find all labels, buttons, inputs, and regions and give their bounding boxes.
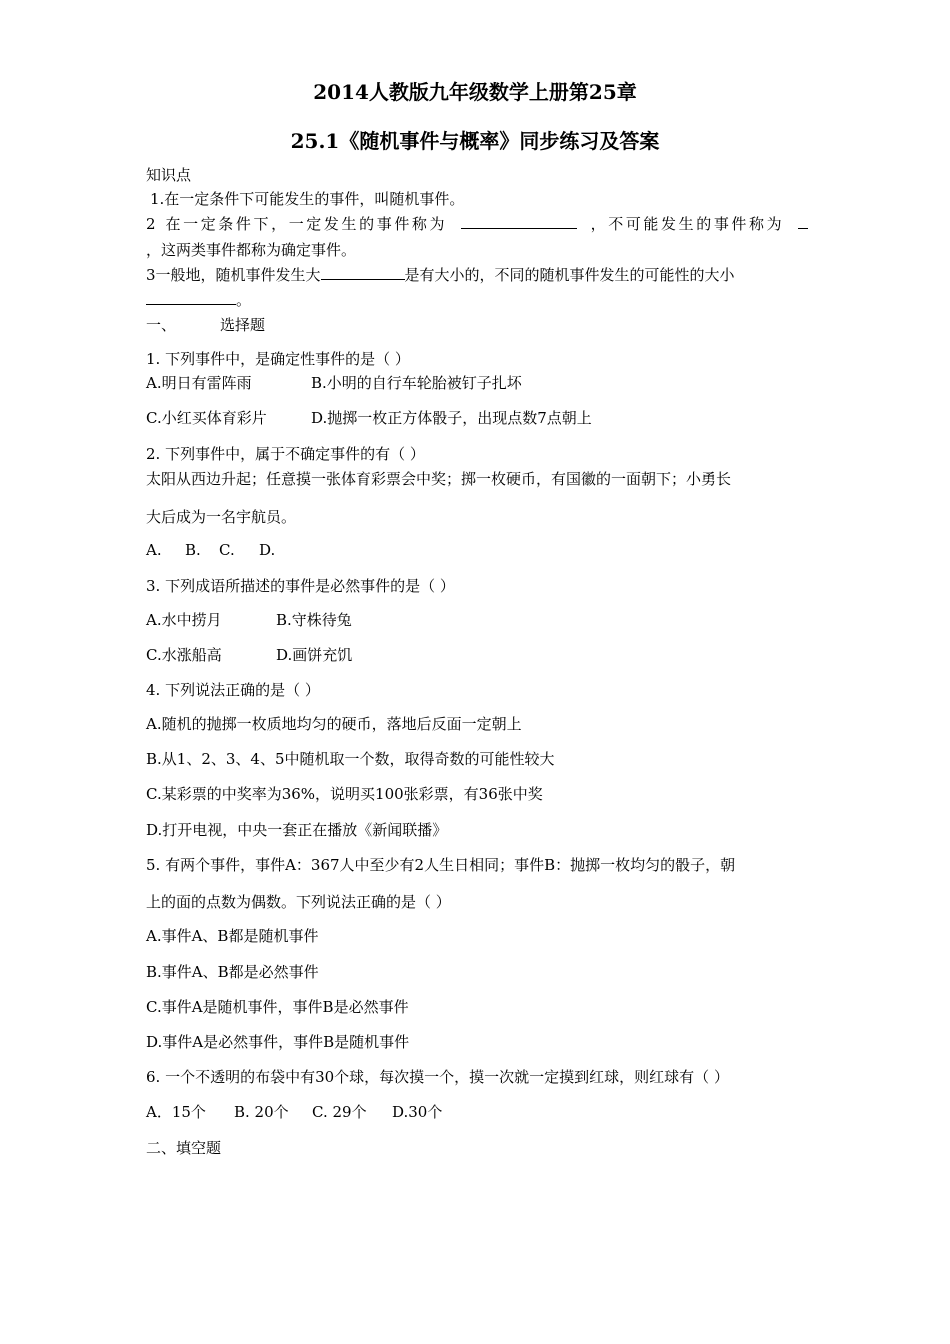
q6-stem: 6. 一个不透明的布袋中有30个球，每次摸一个，摸一次就一定摸到红球，则红球有（ ） — [146, 1068, 729, 1086]
section1-num: 一、 — [146, 316, 177, 334]
knowledge-p3-line — [146, 265, 735, 285]
q2-stem: 2. 下列事件中，属于不确定事件的有（ ） — [146, 445, 425, 463]
section1-heading — [146, 315, 265, 335]
q5-stem-line1: 5. 有两个事件，事件A：367人中至少有2人生日相同；事件B：抛掷一枚均匀的骰子，朝 — [146, 856, 736, 874]
q2-option-a: A. — [146, 541, 162, 559]
knowledge-p2-b: ，不可能发生的事件称为 — [590, 215, 785, 233]
q2-option-b: B. — [185, 541, 201, 559]
q5-stem-line2: 上的面的点数为偶数。下列说法正确的是（ ） — [146, 893, 451, 911]
section2-heading: 二、填空题 — [146, 1139, 222, 1157]
knowledge-p2-a: 2 在一定条件下，一定发生的事件称为 — [146, 215, 448, 233]
knowledge-p3-tail — [146, 290, 251, 310]
blank-size[interactable] — [146, 290, 236, 305]
q1-option-b: B.小明的自行车轮胎被钉子扎坏 — [311, 374, 522, 392]
q2-text2: 大后成为一名宇航员。 — [146, 508, 297, 526]
blank-probability[interactable] — [321, 265, 405, 280]
knowledge-p2-line — [146, 214, 808, 234]
q2-text1: 太阳从西边升起；任意摸一张体育彩票会中奖；掷一枚硬币，有国徽的一面朝下；小勇长 — [146, 470, 732, 488]
blank-certain-event[interactable] — [461, 214, 577, 229]
q2-option-d: D. — [259, 541, 276, 559]
knowledge-heading: 知识点 — [146, 166, 192, 184]
section1-title: 选择题 — [220, 316, 266, 334]
knowledge-p3-a: 3一般地，随机事件发生大 — [146, 266, 321, 284]
q5-option-c: C.事件A是随机事件，事件B是必然事件 — [146, 998, 409, 1016]
q4-stem: 4. 下列说法正确的是（ ） — [146, 681, 320, 699]
q6-option-b: B. 20个 — [234, 1103, 289, 1121]
blank-impossible-event[interactable] — [798, 214, 808, 229]
q5-option-a: A.事件A、B都是随机事件 — [146, 927, 319, 945]
page-title-line1: 2014人教版九年级数学上册第25章 — [313, 80, 637, 104]
q1-option-a: A.明日有雷阵雨 — [146, 374, 252, 392]
q5-option-b: B.事件A、B都是必然事件 — [146, 963, 319, 981]
knowledge-p3-b: 是有大小的，不同的随机事件发生的可能性的大小 — [404, 266, 735, 284]
q3-option-b: B.守株待兔 — [276, 611, 352, 629]
knowledge-p3-c: 。 — [236, 291, 252, 309]
q6-option-c: C. 29个 — [312, 1103, 367, 1121]
page-title-line2: 25.1《随机事件与概率》同步练习及答案 — [290, 129, 660, 153]
q4-option-c: C.某彩票的中奖率为36%，说明买100张彩票，有36张中奖 — [146, 785, 543, 803]
q3-stem: 3. 下列成语所描述的事件是必然事件的是（ ） — [146, 577, 455, 595]
q5-option-d: D.事件A是必然事件，事件B是随机事件 — [146, 1033, 410, 1051]
q1-stem: 1. 下列事件中，是确定性事件的是（ ） — [146, 350, 410, 368]
q1-option-c: C.小红买体育彩片 — [146, 409, 267, 427]
q4-option-b: B.从1、2、3、4、5中随机取一个数，取得奇数的可能性较大 — [146, 750, 555, 768]
q2-option-c: C. — [219, 541, 235, 559]
q3-option-c: C.水涨船高 — [146, 646, 222, 664]
q6-option-a: A．15个 — [146, 1103, 206, 1121]
q3-option-d: D.画饼充饥 — [276, 646, 353, 664]
q4-option-a: A.随机的抛掷一枚质地均匀的硬币，落地后反面一定朝上 — [146, 715, 522, 733]
q3-option-a: A.水中捞月 — [146, 611, 222, 629]
q6-option-d: D.30个 — [392, 1103, 443, 1121]
q1-option-d: D.抛掷一枚正方体骰子，出现点数7点朝上 — [311, 409, 592, 427]
q4-option-d: D.打开电视，中央一套正在播放《新闻联播》 — [146, 821, 448, 839]
knowledge-p1: 1.在一定条件下可能发生的事件，叫随机事件。 — [150, 190, 465, 208]
knowledge-p2-c: ，这两类事件都称为确定事件。 — [146, 241, 357, 259]
